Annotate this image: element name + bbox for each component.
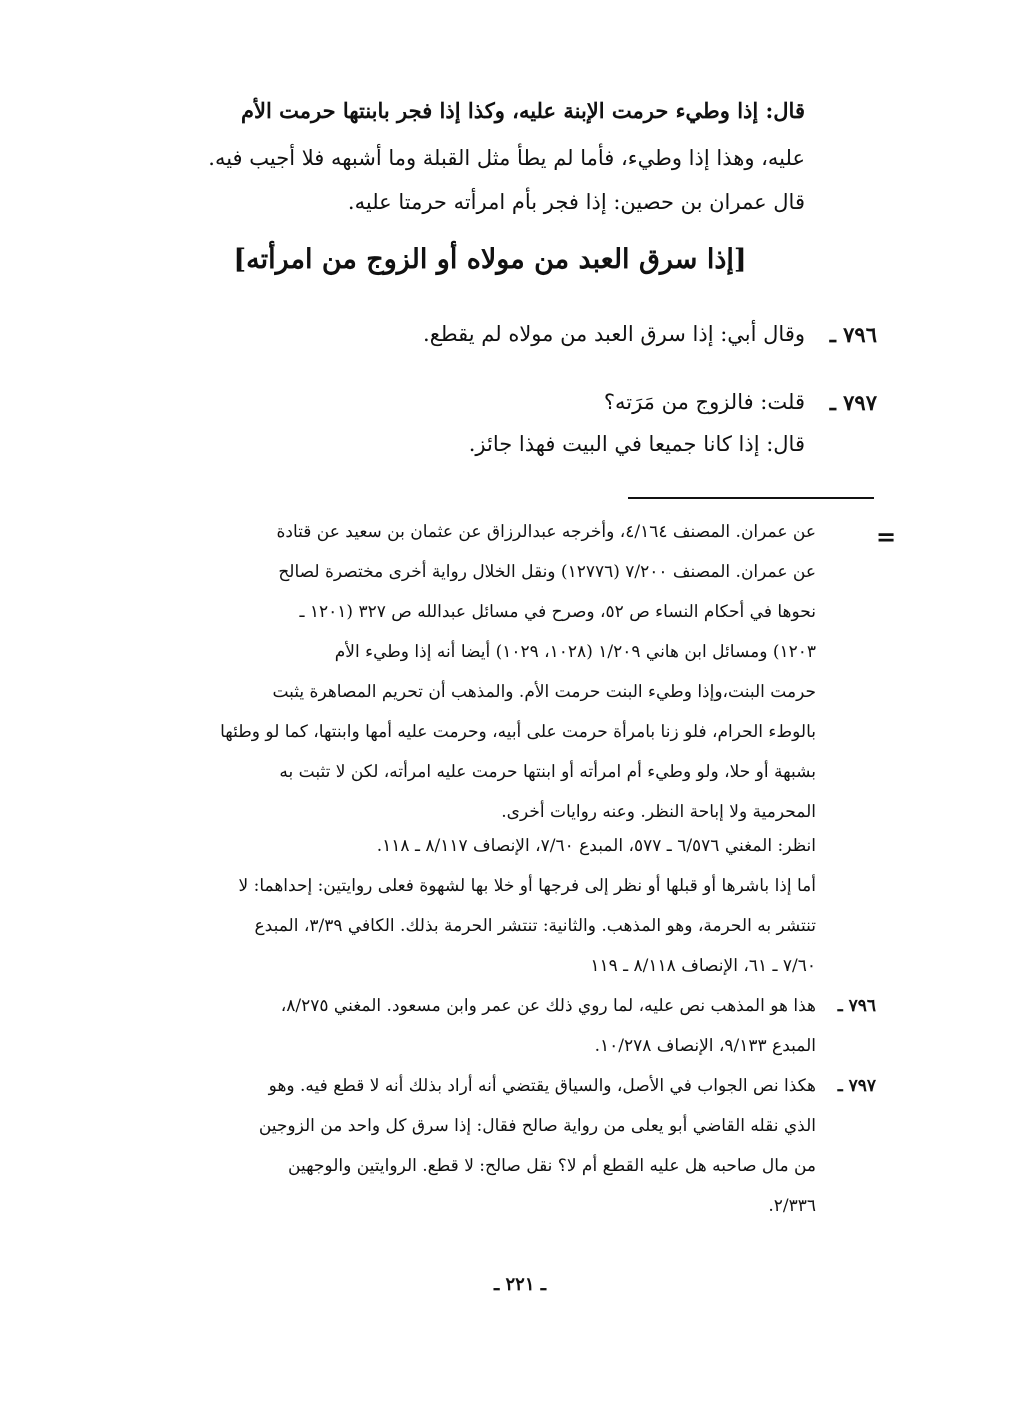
entry-number: ٧٩٦ ـ [829, 322, 877, 347]
footnote-line: بالوطء الحرام، فلو زنا بامرأة حرمت على أبيه، وحرمت عليه أمها وابنتها، كما لو وطئها [220, 722, 816, 742]
continuation-marker: = [876, 522, 897, 551]
footnote-line: بشبهة أو حلا، ولو وطيء أم امرأته أو ابنتها حرمت عليه امرأته، لكن لا تثبت به [279, 762, 816, 782]
body-line: قال عمران بن حصين: إذا فجر بأم امرأته حرمتا عليه. [347, 190, 805, 214]
footnote-line: ٢/٣٣٦. [768, 1196, 816, 1216]
footnote-line: ١٢٠٣) ومسائل ابن هاني ١/٢٠٩ (١٠٢٨، ١٠٢٩) أيضا أنه إذا وطيء الأم [334, 642, 816, 662]
footnote-number: ٧٩٧ ـ [837, 1076, 876, 1096]
footnote-line: انظر: المغني ٦/٥٧٦ ـ ٥٧٧، المبدع ٧/٦٠، الإنصاف ٨/١١٧ ـ ١١٨. [376, 836, 816, 856]
footnote-line: هذا هو المذهب نص عليه، لما روي ذلك عن عمر وابن مسعود. المغني ٨/٢٧٥، [280, 996, 816, 1016]
footnote-line: حرمت البنت،وإذا وطيء البنت حرمت الأم. والمذهب أن تحريم المصاهرة يثبت [272, 682, 816, 702]
footnote-line: المبدع ٩/١٣٣، الإنصاف ١٠/٢٧٨. [594, 1036, 816, 1056]
entry-text: قلت: فالزوج من مَرَته؟ [603, 390, 805, 414]
footnote-line: ٧/٦٠ ـ ٦١، الإنصاف ٨/١١٨ ـ ١١٩ [590, 956, 816, 976]
footnote-line: أما إذا باشرها أو قبلها أو نظر إلى فرجها أو خلا بها لشهوة فعلى روايتين: إحداهما: لا [238, 876, 816, 896]
page-number: ـ ٢٢١ ـ [493, 1274, 547, 1295]
entry-text: قال: إذا كانا جميعا في البيت فهذا جائز. [468, 432, 805, 456]
footnote-line: تنتشر به الحرمة، وهو المذهب. والثانية: تنتشر الحرمة بذلك. الكافي ٣/٣٩، المبدع [254, 916, 816, 936]
body-line: قال: إذا وطيء حرمت الإبنة عليه، وكذا إذا فجر بابنتها حرمت الأم [241, 98, 805, 123]
entry-number: ٧٩٧ ـ [829, 390, 877, 415]
footnote-separator [628, 497, 874, 499]
footnote-line: نحوها في أحكام النساء ص ٥٢، وصرح في مسائل عبدالله ص ٣٢٧ (١٢٠١ ـ [299, 602, 816, 622]
footnote-line: عن عمران. المصنف ٧/٢٠٠ (١٢٧٧٦) ونقل الخلال رواية أخرى مختصرة لصالح [278, 562, 816, 582]
body-line: عليه، وهذا إذا وطيء، فأما لم يطأ مثل القبلة وما أشبهه فلا أجيب فيه. [208, 146, 805, 170]
footnote-line: المحرمية ولا إباحة النظر. وعنه روايات أخرى. [501, 802, 816, 822]
section-heading: [إذا سرق العبد من مولاه أو الزوج من امرأته] [233, 244, 747, 275]
footnote-number: ٧٩٦ ـ [837, 996, 876, 1016]
entry-text: وقال أبي: إذا سرق العبد من مولاه لم يقطع. [423, 322, 805, 346]
footnote-line: عن عمران. المصنف ٤/١٦٤، وأخرجه عبدالرزاق عن عثمان بن سعيد عن قتادة [276, 522, 816, 542]
footnote-line: الذي نقله القاضي أبو يعلى من رواية صالح فقال: إذا سرق كل واحد من الزوجين [258, 1116, 816, 1136]
footnote-line: من مال صاحبه هل عليه القطع أم لا؟ نقل صالح: لا قطع. الروايتين والوجهين [288, 1156, 816, 1176]
footnote-line: هكذا نص الجواب في الأصل، والسياق يقتضي أنه أراد بذلك أنه لا قطع فيه. وهو [268, 1076, 816, 1096]
